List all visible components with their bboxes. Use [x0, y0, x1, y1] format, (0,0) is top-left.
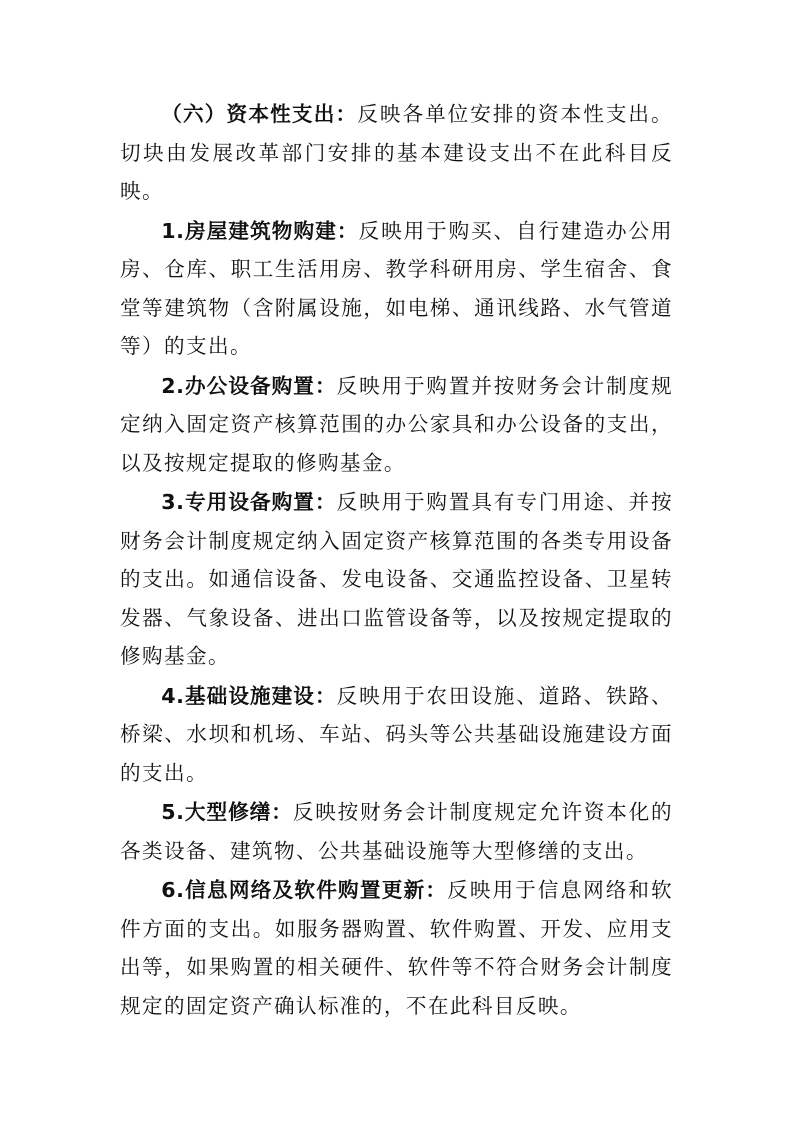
- paragraph-special-equipment: [120, 483, 673, 676]
- paragraph-office-equipment: [120, 367, 673, 483]
- paragraph-text: 反映各单位安排的资本性支出。切块由发展改革部门安排的基本建设支出不在此科目反映。: [120, 102, 673, 203]
- paragraph-heading: 3.专用设备购置：: [161, 490, 337, 514]
- paragraph-heading: 2.办公设备购置：: [161, 373, 337, 398]
- paragraph-text: 反映用于购置具有专门用途、并按财务会计制度规定纳入固定资产核算范围的各类专用设备的支出。如通信设备、发电设备、交通监控设备、卫星转发器、气象设备、进出口监管设备等，以及按规定提取的修购基金。: [120, 490, 673, 668]
- paragraph-infrastructure: [120, 677, 673, 793]
- paragraph-information-network: [120, 871, 673, 1025]
- paragraph-capital-expenditure: [120, 95, 673, 211]
- paragraph-text: 反映用于购置并按财务会计制度规定纳入固定资产核算范围的办公家具和办公设备的支出，以及按规定提取的修购基金。: [120, 373, 673, 475]
- paragraph-heading: 1.房屋建筑物购建：: [161, 218, 359, 243]
- paragraph-text: 反映用于农田设施、道路、铁路、桥梁、水坝和机场、车站、码头等公共基础设施建设方面的支出。: [120, 683, 673, 785]
- paragraph-building-purchase: [120, 212, 673, 366]
- paragraph-text: 反映用于信息网络和软件方面的支出。如服务器购置、软件购置、开发、应用支出等，如果购置的相关硬件、软件等不符合财务会计制度规定的固定资产确认标准的，不在此科目反映。: [120, 878, 673, 1018]
- paragraph-heading: 4.基础设施建设：: [161, 683, 337, 708]
- paragraph-heading: 6.信息网络及软件购置更新：: [161, 878, 448, 902]
- paragraph-major-repairs: [120, 793, 673, 870]
- paragraph-heading: （六）资本性支出：: [161, 102, 358, 126]
- paragraph-text: 反映按财务会计制度规定允许资本化的各类设备、建筑物、公共基础设施等大型修缮的支出。: [120, 800, 673, 863]
- paragraph-text: 反映用于购买、自行建造办公用房、仓库、职工生活用房、教学科研用房、学生宿舍、食堂等建筑物（含附属设施，如电梯、通讯线路、水气管道等）的支出。: [120, 218, 673, 358]
- paragraph-heading: 5.大型修缮：: [161, 800, 293, 824]
